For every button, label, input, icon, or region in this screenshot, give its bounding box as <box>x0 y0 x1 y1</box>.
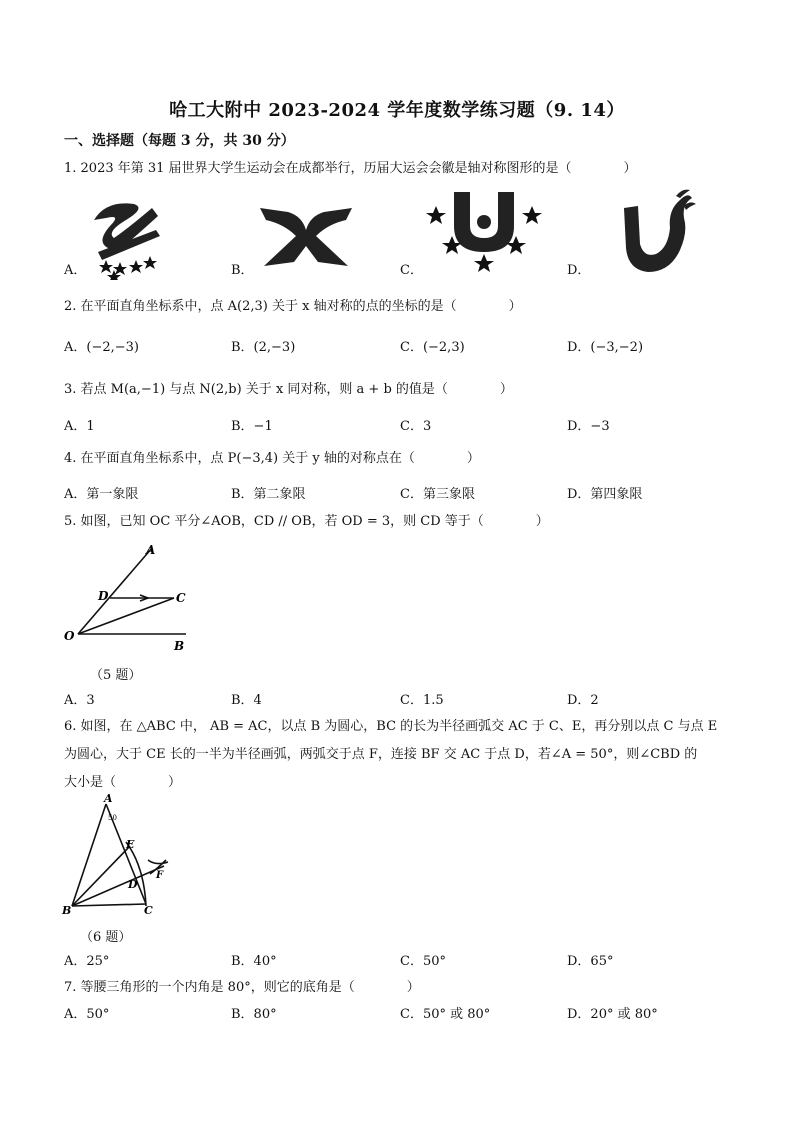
question-5-text: 5. 如图，已知 OC 平分∠AOB，CD // OB，若 OD = 3，则 CD 等于（ ） <box>64 514 549 529</box>
q7-option-c: C．50° 或 80° <box>400 1007 491 1022</box>
q5-label-d: D <box>98 589 109 603</box>
q6-label-f: F <box>156 870 164 881</box>
q5-option-a: A．3 <box>64 693 95 708</box>
question-4-options <box>64 486 744 504</box>
emblem-c-icon <box>424 186 544 278</box>
q6-option-a: A．25° <box>64 954 110 969</box>
question-5-options <box>64 692 744 710</box>
q6-label-angle: 50 <box>108 814 117 822</box>
q2-option-c: C．(−2,3) <box>400 340 465 355</box>
q4-option-d: D．第四象限 <box>567 487 643 502</box>
q5-label-c: C <box>176 591 186 605</box>
emblem-a-icon <box>86 190 166 280</box>
question-6-figure <box>60 790 180 920</box>
q4-option-b: B．第二象限 <box>231 487 306 502</box>
q5-caption: （5 题） <box>90 668 142 683</box>
question-5-figure <box>60 540 200 660</box>
q2-option-d: D．(−3,−2) <box>567 340 644 355</box>
q1-option-a: A． <box>64 263 87 278</box>
q5-label-o: O <box>64 629 75 643</box>
q6-label-d: D <box>128 878 138 891</box>
q5-option-b: B．4 <box>231 693 262 708</box>
question-6-line-1: 6. 如图，在 △ABC 中， AB = AC，以点 B 为圆心，BC 的长为半径画弧交 AC 于 C、E，再分别以点 C 与点 E <box>64 719 718 734</box>
q1-option-c: C． <box>400 263 423 278</box>
question-1-text: 1. 2023 年第 31 届世界大学生运动会在成都举行，历届大运会会徽是轴对称图形的是（ ） <box>64 161 637 176</box>
question-2-options <box>64 339 744 357</box>
q6-option-c: C．50° <box>400 954 446 969</box>
q5-option-d: D．2 <box>567 693 599 708</box>
q6-label-c: C <box>144 904 153 917</box>
q3-option-c: C．3 <box>400 419 432 434</box>
q7-option-a: A．50° <box>64 1007 110 1022</box>
question-2-text: 2. 在平面直角坐标系中，点 A(2,3) 关于 x 轴对称的点的坐标的是（ ） <box>64 299 522 314</box>
q2-option-a: A．(−2,−3) <box>64 340 139 355</box>
q5-label-b: B <box>174 639 185 653</box>
q4-option-c: C．第三象限 <box>400 487 475 502</box>
q4-option-a: A．第一象限 <box>64 487 139 502</box>
q7-option-b: B．80° <box>231 1007 277 1022</box>
question-3-options <box>64 418 744 436</box>
q6-option-d: D．65° <box>567 954 614 969</box>
question-6-line-2: 为圆心，大于 CE 长的一半为半径画弧，两弧交于点 F，连接 BF 交 AC 于点 D，若∠A = 50°，则∠CBD 的 <box>64 747 698 762</box>
q7-option-d: D．20° 或 80° <box>567 1007 658 1022</box>
q6-option-b: B．40° <box>231 954 277 969</box>
q3-option-b: B．−1 <box>231 419 273 434</box>
emblem-b-icon <box>258 190 354 270</box>
question-7-options <box>64 1006 744 1024</box>
q6-label-a: A <box>104 792 113 805</box>
question-3-text: 3. 若点 M(a,−1) 与点 N(2,b) 关于 x 同对称，则 a + b 的值是（ ） <box>64 382 513 397</box>
emblem-d-icon <box>618 188 698 276</box>
q6-caption: （6 题） <box>80 930 132 945</box>
question-6-line-3: 大小是（ ） <box>64 775 182 790</box>
question-7-text: 7. 等腰三角形的一个内角是 80°，则它的底角是（ ） <box>64 980 420 995</box>
q3-option-d: D．−3 <box>567 419 610 434</box>
section-heading: 一、选择题（每题 3 分，共 30 分） <box>64 133 295 149</box>
q5-label-a: A <box>146 543 156 557</box>
q2-option-b: B．(2,−3) <box>231 340 296 355</box>
q1-option-d: D． <box>567 263 591 278</box>
q1-option-b: B． <box>231 263 254 278</box>
q6-label-b: B <box>62 904 72 917</box>
question-4-text: 4. 在平面直角坐标系中，点 P(−3,4) 关于 y 轴的对称点在（ ） <box>64 451 480 466</box>
q5-option-c: C．1.5 <box>400 693 444 708</box>
q3-option-a: A．1 <box>64 419 95 434</box>
page-title: 哈工大附中 2023-2024 学年度数学练习题（9. 14） <box>169 100 625 121</box>
q6-label-e: E <box>126 838 135 851</box>
question-6-options <box>64 953 744 971</box>
